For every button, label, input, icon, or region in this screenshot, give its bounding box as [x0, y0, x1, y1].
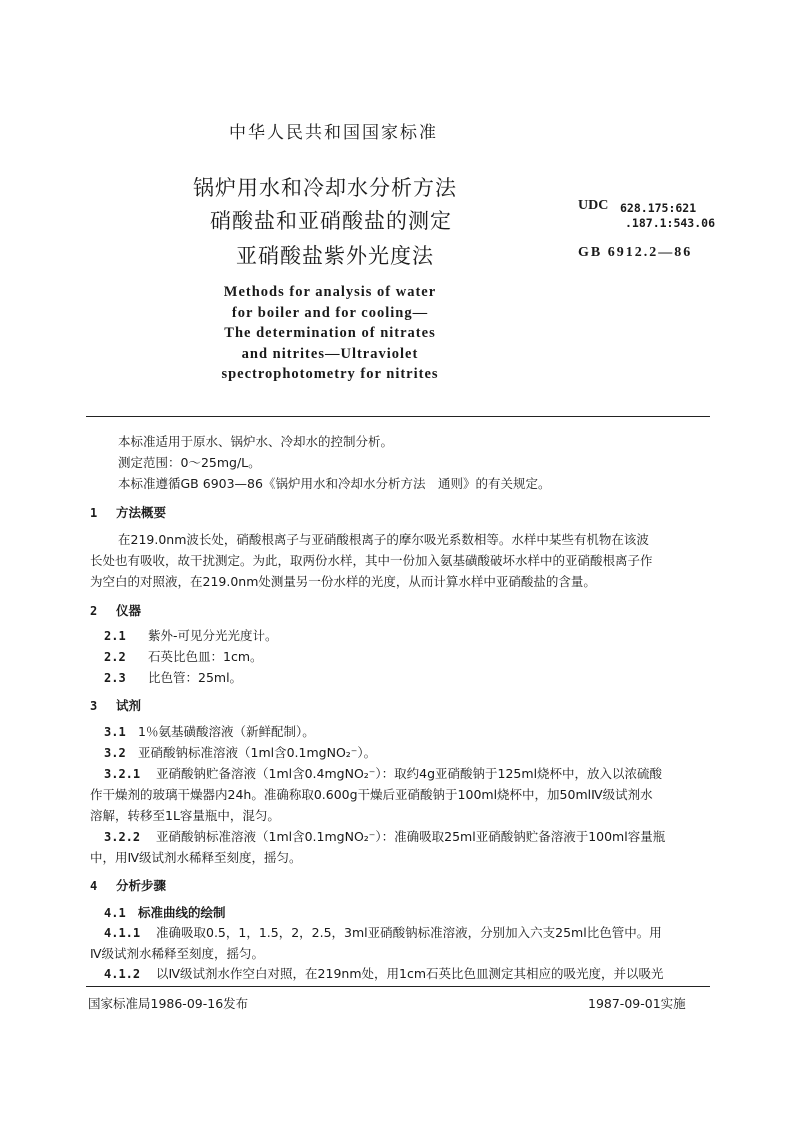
item-3-2-1-line-2: 作干燥剂的玻璃干燥器内24h。准确称取0.600g干燥后亚硝酸钠于100ml烧杯中，加50mlⅣ级试剂水 [90, 787, 653, 802]
section-2-heading: 2 仪器 [90, 603, 142, 618]
item-2-3: 2.3 比色管：25ml。 [104, 670, 243, 685]
section-3-heading: 3 试剂 [90, 698, 142, 713]
item-4-1-1-line-1: 4.1.1 准确吸取0.5，1，1.5，2，2.5，3ml亚硝酸钠标准溶液，分别加入六支25ml比色管中。用 [104, 925, 662, 940]
item-2-1: 2.1 紫外-可见分光光度计。 [104, 628, 278, 643]
udc-code-1: 628.175:621 [620, 201, 697, 215]
english-title-line-4: and nitrites—Ultraviolet [241, 346, 419, 362]
gb-number: GB 6912.2—86 [578, 245, 693, 260]
section-1-heading: 1 方法概要 [90, 505, 167, 520]
intro-scope: 本标准适用于原水、锅炉水、冷却水的控制分析。 [118, 434, 394, 449]
item-4-1-2-line-1: 4.1.2 以Ⅳ级试剂水作空白对照，在219nm处，用1cm石英比色皿测定其相应的吸光度，并以吸光 [104, 966, 664, 981]
item-4-1-heading: 4.1 标准曲线的绘制 [104, 905, 226, 920]
section-4-heading: 4 分析步骤 [90, 878, 167, 893]
section-1-line-3: 为空白的对照液，在219.0nm处测量另一份水样的光度，从而计算水样中亚硝酸盐的含量。 [90, 574, 596, 589]
item-3-2-2-line-2: 中，用Ⅳ级试剂水稀释至刻度，摇匀。 [90, 850, 302, 865]
footer-divider [86, 986, 710, 987]
item-3-2: 3.2 亚硝酸钠标准溶液（1ml含0.1mgNO₂⁻）。 [104, 745, 377, 760]
udc-code-2: .187.1:543.06 [625, 216, 716, 230]
item-3-1: 3.1 1％氨基磺酸溶液（新鲜配制）。 [104, 724, 315, 739]
national-standard-heading: 中华人民共和国国家标准 [229, 123, 438, 143]
item-3-2-1-line-3: 溶解，转移至1L容量瓶中，混匀。 [90, 808, 280, 823]
title-line-1: 锅炉用水和冷却水分析方法 [193, 176, 457, 200]
item-3-2-1-line-1: 3.2.1 亚硝酸钠贮备溶液（1ml含0.4mgNO₂⁻）：取约4g亚硝酸钠于125ml烧杯中，放入以浓硫酸 [104, 766, 663, 781]
issue-date: 国家标准局1986-09-16发布 [88, 996, 249, 1011]
intro-reference: 本标准遵循GB 6903—86《锅炉用水和冷却水分析方法 通则》的有关规定。 [118, 476, 551, 491]
title-line-2: 硝酸盐和亚硝酸盐的测定 [210, 209, 452, 233]
udc-label: UDC [578, 198, 609, 213]
section-1-line-2: 长处也有吸收，故干扰测定。为此，取两份水样，其中一份加入氨基磺酸破坏水样中的亚硝酸根离子作 [90, 553, 653, 568]
english-title-line-5: spectrophotometry for nitrites [221, 366, 439, 382]
header-divider [86, 416, 710, 417]
section-1-line-1: 在219.0nm波长处，硝酸根离子与亚硝酸根离子的摩尔吸光系数相等。水样中某些有机物在该波 [118, 532, 649, 547]
item-4-1-1-line-2: Ⅳ级试剂水稀释至刻度，摇匀。 [90, 946, 265, 961]
effective-date: 1987-09-01实施 [588, 996, 686, 1011]
item-2-2: 2.2 石英比色皿：1cm。 [104, 649, 263, 664]
english-title-line-3: The determination of nitrates [224, 325, 436, 341]
title-line-3: 亚硝酸盐紫外光度法 [236, 244, 434, 268]
item-3-2-2-line-1: 3.2.2 亚硝酸钠标准溶液（1ml含0.1mgNO₂⁻）：准确吸取25ml亚硝酸钠贮备溶液于100ml容量瓶 [104, 829, 666, 844]
intro-range: 测定范围：0～25mg/L。 [118, 455, 261, 470]
english-title-line-2: for boiler and for cooling— [231, 305, 429, 321]
english-title-line-1: Methods for analysis of water [223, 284, 437, 300]
